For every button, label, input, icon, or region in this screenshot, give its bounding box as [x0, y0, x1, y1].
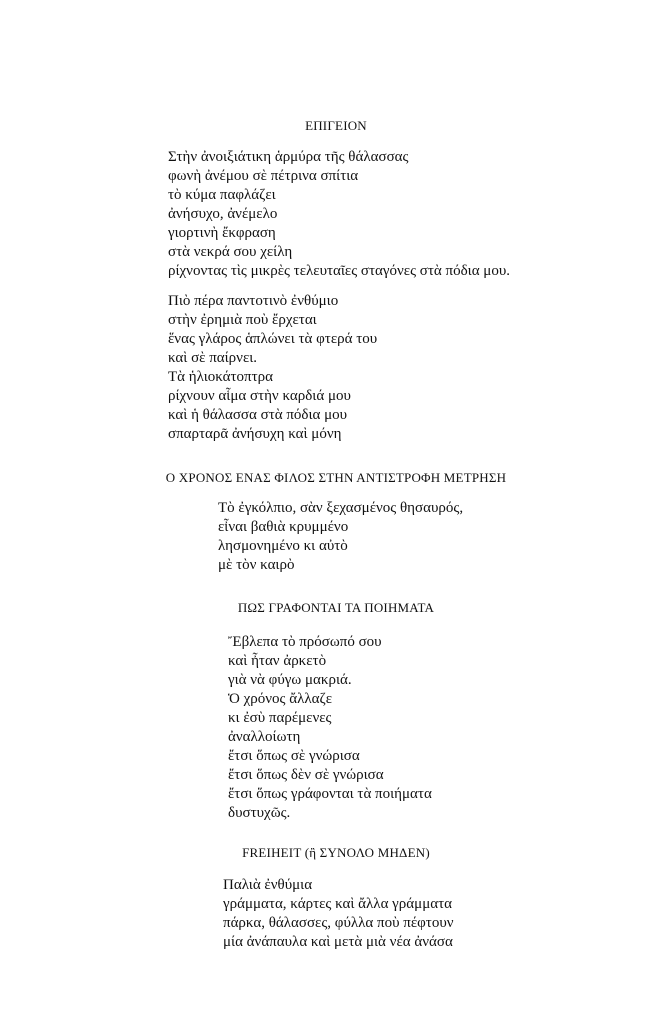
poem-line: Πιὸ πέρα παντοτινὸ ἐνθύμιο	[168, 293, 339, 309]
poem-line: Παλιὰ ἐνθύμια	[223, 877, 313, 893]
poem-line: Ὁ χρόνος ἄλλαζε	[228, 691, 333, 707]
poem-line: Ἔβλεπα τὸ πρόσωπό σου	[228, 634, 382, 650]
poem-line: κι ἐσὺ παρέμενες	[228, 710, 332, 726]
poem-line: φωνὴ ἀνέμου σὲ πέτρινα σπίτια	[168, 168, 359, 184]
poem-line: ἔτσι ὅπως γράφονται τὰ ποιήματα	[228, 786, 432, 802]
poem-line: ἔτσι ὅπως σὲ γνώρισα	[228, 748, 360, 764]
poem-stanza	[168, 292, 377, 444]
poem-title-o-chronos: Ο ΧΡΟΝΟΣ ΕΝΑΣ ΦΙΛΟΣ ΣΤΗΝ ΑΝΤΙΣΤΡΟΦΗ ΜΕΤΡΗΣΗ	[165, 470, 507, 485]
poem-title-epigeion: ΕΠΙΓΕΙΟΝ	[305, 118, 367, 133]
poem-line: στὰ νεκρά σου χείλη	[168, 244, 293, 260]
poem-line: μία ἀνάπαυλα καὶ μετὰ μιὰ νέα ἀνάσα	[223, 934, 453, 950]
poem-line: ἔτσι ὅπως δὲν σὲ γνώρισα	[228, 767, 384, 783]
poem-line: καὶ ἡ θάλασσα στὰ πόδια μου	[168, 407, 348, 423]
poem-line: καὶ σὲ παίρνει.	[168, 350, 258, 366]
poem-line: ἕνας γλάρος ἁπλώνει τὰ φτερά του	[168, 331, 378, 347]
poem-line: δυστυχῶς.	[228, 805, 291, 821]
poem-line: Στὴν ἀνοιξιάτικη ἁρμύρα τῆς θάλασσας	[168, 149, 409, 165]
poem-line: Τὰ ἡλιοκάτοπτρα	[168, 369, 273, 385]
poem-title-freiheit: FREIHEIT (ἢ ΣΥΝΟΛΟ ΜΗΔΕΝ)	[242, 845, 430, 860]
poem-stanza	[218, 499, 463, 575]
poem-line: ἀνήσυχο, ἀνέμελο	[168, 206, 278, 222]
poem-line: ἀναλλοίωτη	[228, 729, 301, 745]
poem-line: λησμονημένο κι αὐτὸ	[218, 538, 348, 554]
poem-stanza	[228, 633, 432, 823]
poem-line: πάρκα, θάλασσες, φύλλα ποὺ πέφτουν	[223, 915, 454, 931]
poem-line: ρίχνουν αἷμα στὴν καρδιά μου	[168, 388, 351, 404]
poem-line: στὴν ἐρημιὰ ποὺ ἔρχεται	[168, 312, 317, 328]
poem-line: ρίχνοντας τὶς μικρὲς τελευταῖες σταγόνες στὰ πόδια μου.	[168, 263, 511, 279]
poem-line: γιορτινὴ ἔκφραση	[168, 225, 276, 241]
poem-line: μὲ τὸν καιρὸ	[218, 557, 295, 573]
poem-title-pos-grafontai: ΠΩΣ ΓΡΑΦΟΝΤΑΙ ΤΑ ΠΟΙΗΜΑΤΑ	[237, 600, 435, 615]
poem-line: τὸ κύμα παφλάζει	[168, 187, 276, 203]
poem-line: σπαρταρᾶ ἀνήσυχη καὶ μόνη	[168, 426, 342, 442]
poem-line: γράμματα, κάρτες καὶ ἄλλα γράμματα	[223, 896, 452, 912]
poem-stanza	[168, 148, 510, 281]
poem-stanza	[223, 876, 454, 952]
poem-line: καὶ ἦταν ἀρκετὸ	[228, 653, 327, 669]
poem-line: Τὸ ἐγκόλπιο, σὰν ξεχασμένος θησαυρός,	[218, 500, 464, 516]
poem-line: γιὰ νὰ φύγω μακριά.	[228, 672, 352, 688]
poem-line: εἶναι βαθιὰ κρυμμένο	[218, 519, 349, 535]
